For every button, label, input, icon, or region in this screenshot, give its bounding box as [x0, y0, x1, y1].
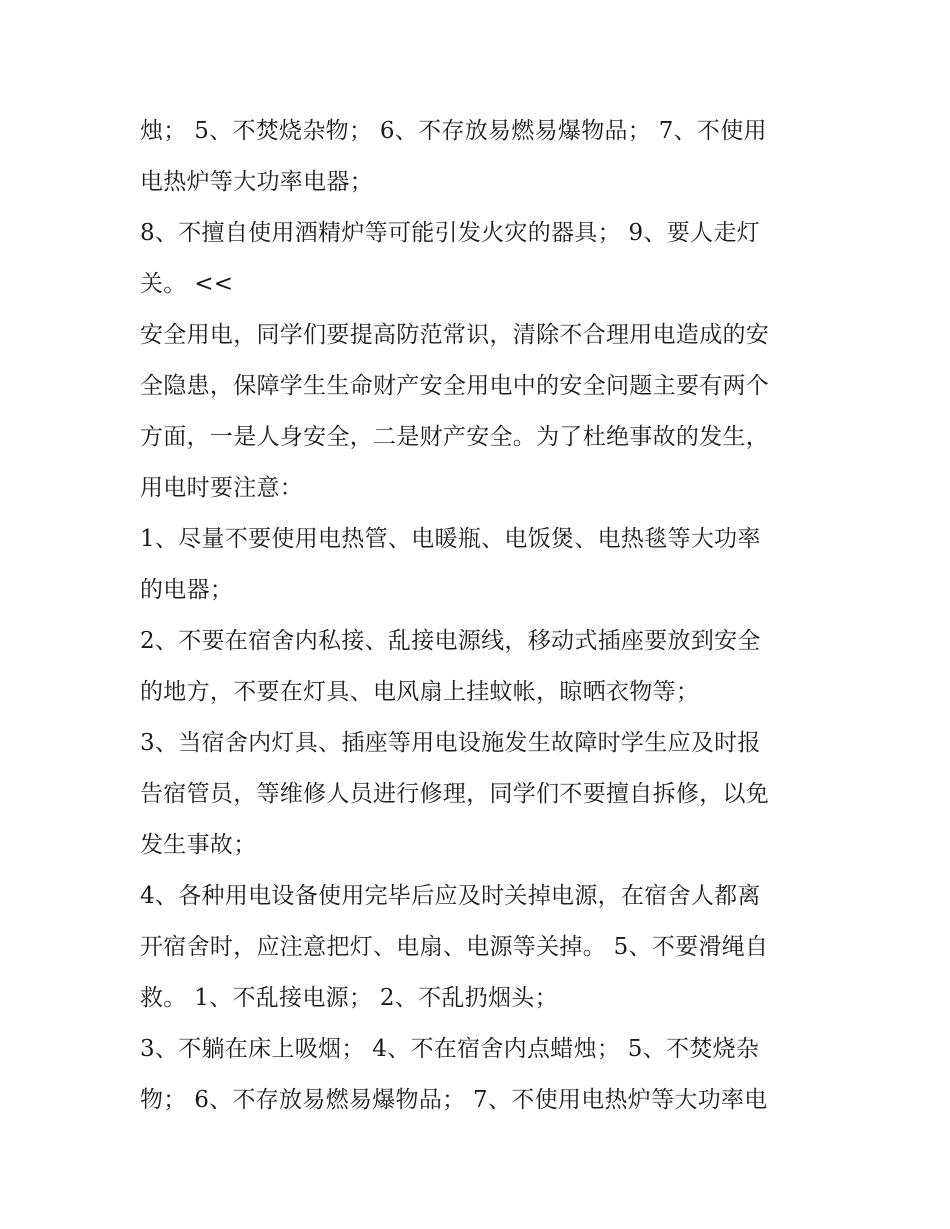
text-line: 告宿管员，等维修人员进行修理，同学们不要擅自拆修，以免: [140, 781, 770, 807]
text-line: 物； 6、不存放易燃易爆物品； 7、不使用电热炉等大功率电: [140, 1087, 768, 1113]
text-line: 发生事故；: [140, 832, 257, 858]
text-line: 3、当宿舍内灯具、插座等用电设施发生故障时学生应及时报: [140, 730, 761, 756]
text-line: 4、各种用电设备使用完毕后应及时关掉电源，在宿舍人都离: [140, 883, 761, 909]
text-line: 用电时要注意：: [140, 475, 304, 501]
text-line: 方面，一是人身安全，二是财产安全。为了杜绝事故的发生，: [140, 424, 770, 450]
text-line: 开宿舍时，应注意把灯、电扇、电源等关掉。 5、不要滑绳自: [140, 934, 769, 960]
text-line: 烛； 5、不焚烧杂物； 6、不存放易燃易爆物品； 7、不使用: [140, 118, 767, 144]
text-line: 救。 1、不乱接电源； 2、不乱扔烟头；: [140, 985, 558, 1011]
text-line: 安全用电，同学们要提高防范常识，清除不合理用电造成的安: [140, 322, 770, 348]
text-line: 2、不要在宿舍内私接、乱接电源线，移动式插座要放到安全: [140, 628, 761, 654]
document-body: [140, 106, 830, 1126]
text-line: 的电器；: [140, 577, 234, 603]
text-line: 全隐患，保障学生生命财产安全用电中的安全问题主要有两个: [140, 373, 770, 399]
text-line: 电热炉等大功率电器；: [140, 169, 373, 195]
text-line: 8、不擅自使用酒精炉等可能引发火灾的器具； 9、要人走灯: [140, 220, 760, 246]
text-line: 1、尽量不要使用电热管、电暖瓶、电饭煲、电热毯等大功率: [140, 526, 761, 552]
text-line: 3、不躺在床上吸烟； 4、不在宿舍内点蜡烛； 5、不焚烧杂: [140, 1036, 760, 1062]
text-line: 关。 <<: [140, 271, 234, 297]
text-line: 的地方，不要在灯具、电风扇上挂蚊帐，晾晒衣物等；: [140, 679, 700, 705]
